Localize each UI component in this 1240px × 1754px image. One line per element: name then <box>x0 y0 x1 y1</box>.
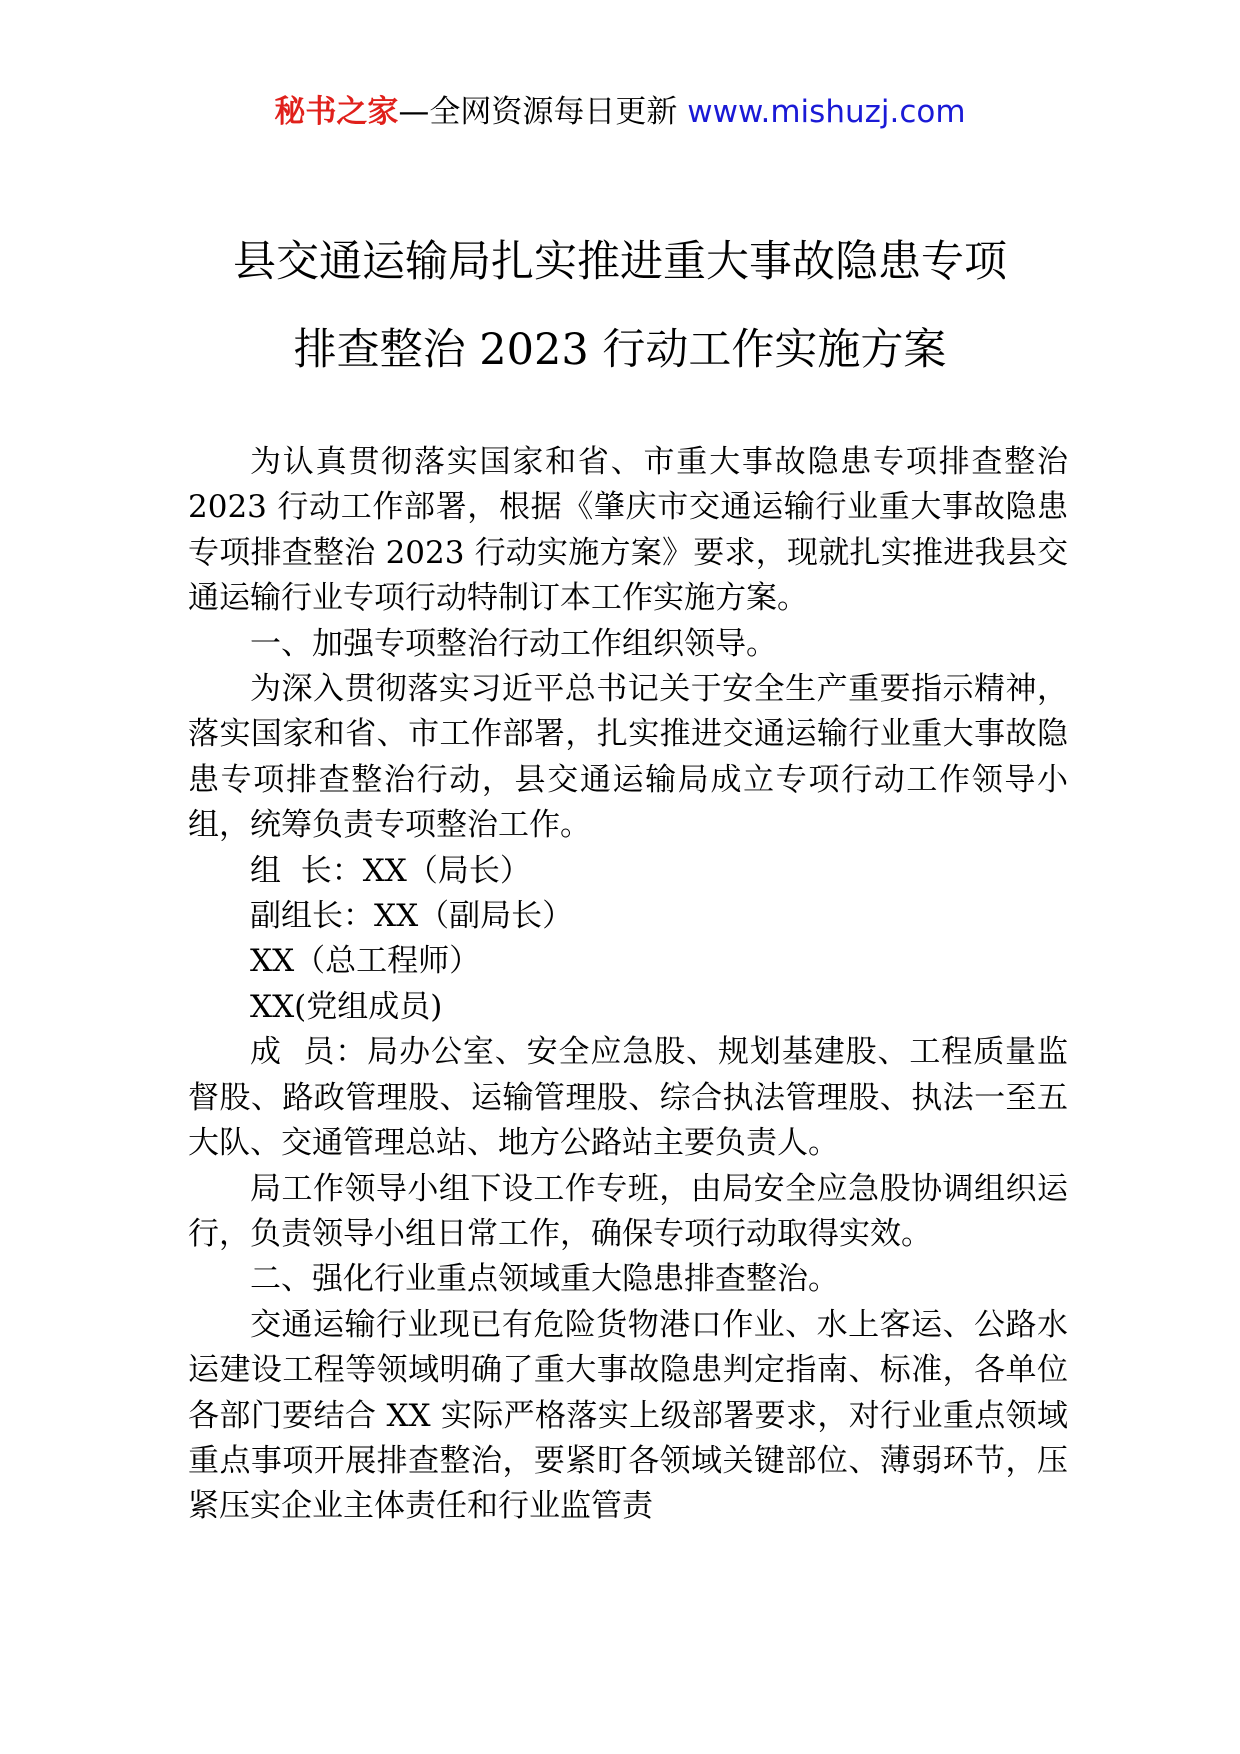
paragraph-chief-engineer: XX（总工程师） <box>250 943 481 980</box>
banner-url-link[interactable]: www.mishuzj.com <box>687 94 966 130</box>
paragraph-key-areas: 交通运输行业现已有危险货物港口作业、水上客运、公路水运建设工程等领域明确了重大事故隐患判定指南、标准，各单位各部门要结合 XX 实际严格落实上级部署要求，对行业重点领域重点事项开展排查整治，要紧盯各领域关键部位、薄弱环节，压紧压实企业主体责任和行业监管责 <box>188 1306 1068 1525</box>
banner-brand: 秘书之家 <box>274 94 399 130</box>
paragraph-leadership: 为深入贯彻落实习近平总书记关于安全生产重要指示精神，落实国家和省、市工作部署，扎实推进交通运输行业重大事故隐患专项排查整治行动，县交通运输局成立专项行动工作领导小组，统筹负责专项整治工作。 <box>188 671 1068 844</box>
paragraph-party-member: XX(党组成员) <box>250 988 443 1025</box>
document-body <box>188 440 1068 1530</box>
paragraph-intro: 为认真贯彻落实国家和省、市重大事故隐患专项排查整治 2023 行动工作部署，根据《肇庆市交通运输行业重大事故隐患专项排查整治 2023 行动实施方案》要求，现就扎实推进我县交通运输行业专项行动特制订本工作实施方案。 <box>188 444 1068 617</box>
section-heading-1: 一、加强专项整治行动工作组织领导。 <box>250 625 777 662</box>
paragraph-leader: 组 长：XX（局长） <box>250 852 531 889</box>
paragraph-working-group: 局工作领导小组下设工作专班，由局安全应急股协调组织运行，负责领导小组日常工作，确保专项行动取得实效。 <box>188 1170 1068 1252</box>
document-title-line-2: 排查整治 2023 行动工作实施方案 <box>293 325 947 375</box>
document-title-line-1: 县交通运输局扎实推进重大事故隐患专项 <box>233 237 1007 287</box>
banner-tagline: —全网资源每日更新 <box>398 94 678 130</box>
section-heading-2: 二、强化行业重点领域重大隐患排查整治。 <box>250 1261 839 1298</box>
paragraph-members: 成 员：局办公室、安全应急股、规划基建股、工程质量监督股、路政管理股、运输管理股、综合执法管理股、执法一至五大队、交通管理总站、地方公路站主要负责人。 <box>188 1034 1068 1162</box>
site-banner <box>0 92 1240 132</box>
paragraph-deputy-leader: 副组长：XX（副局长） <box>250 898 574 935</box>
